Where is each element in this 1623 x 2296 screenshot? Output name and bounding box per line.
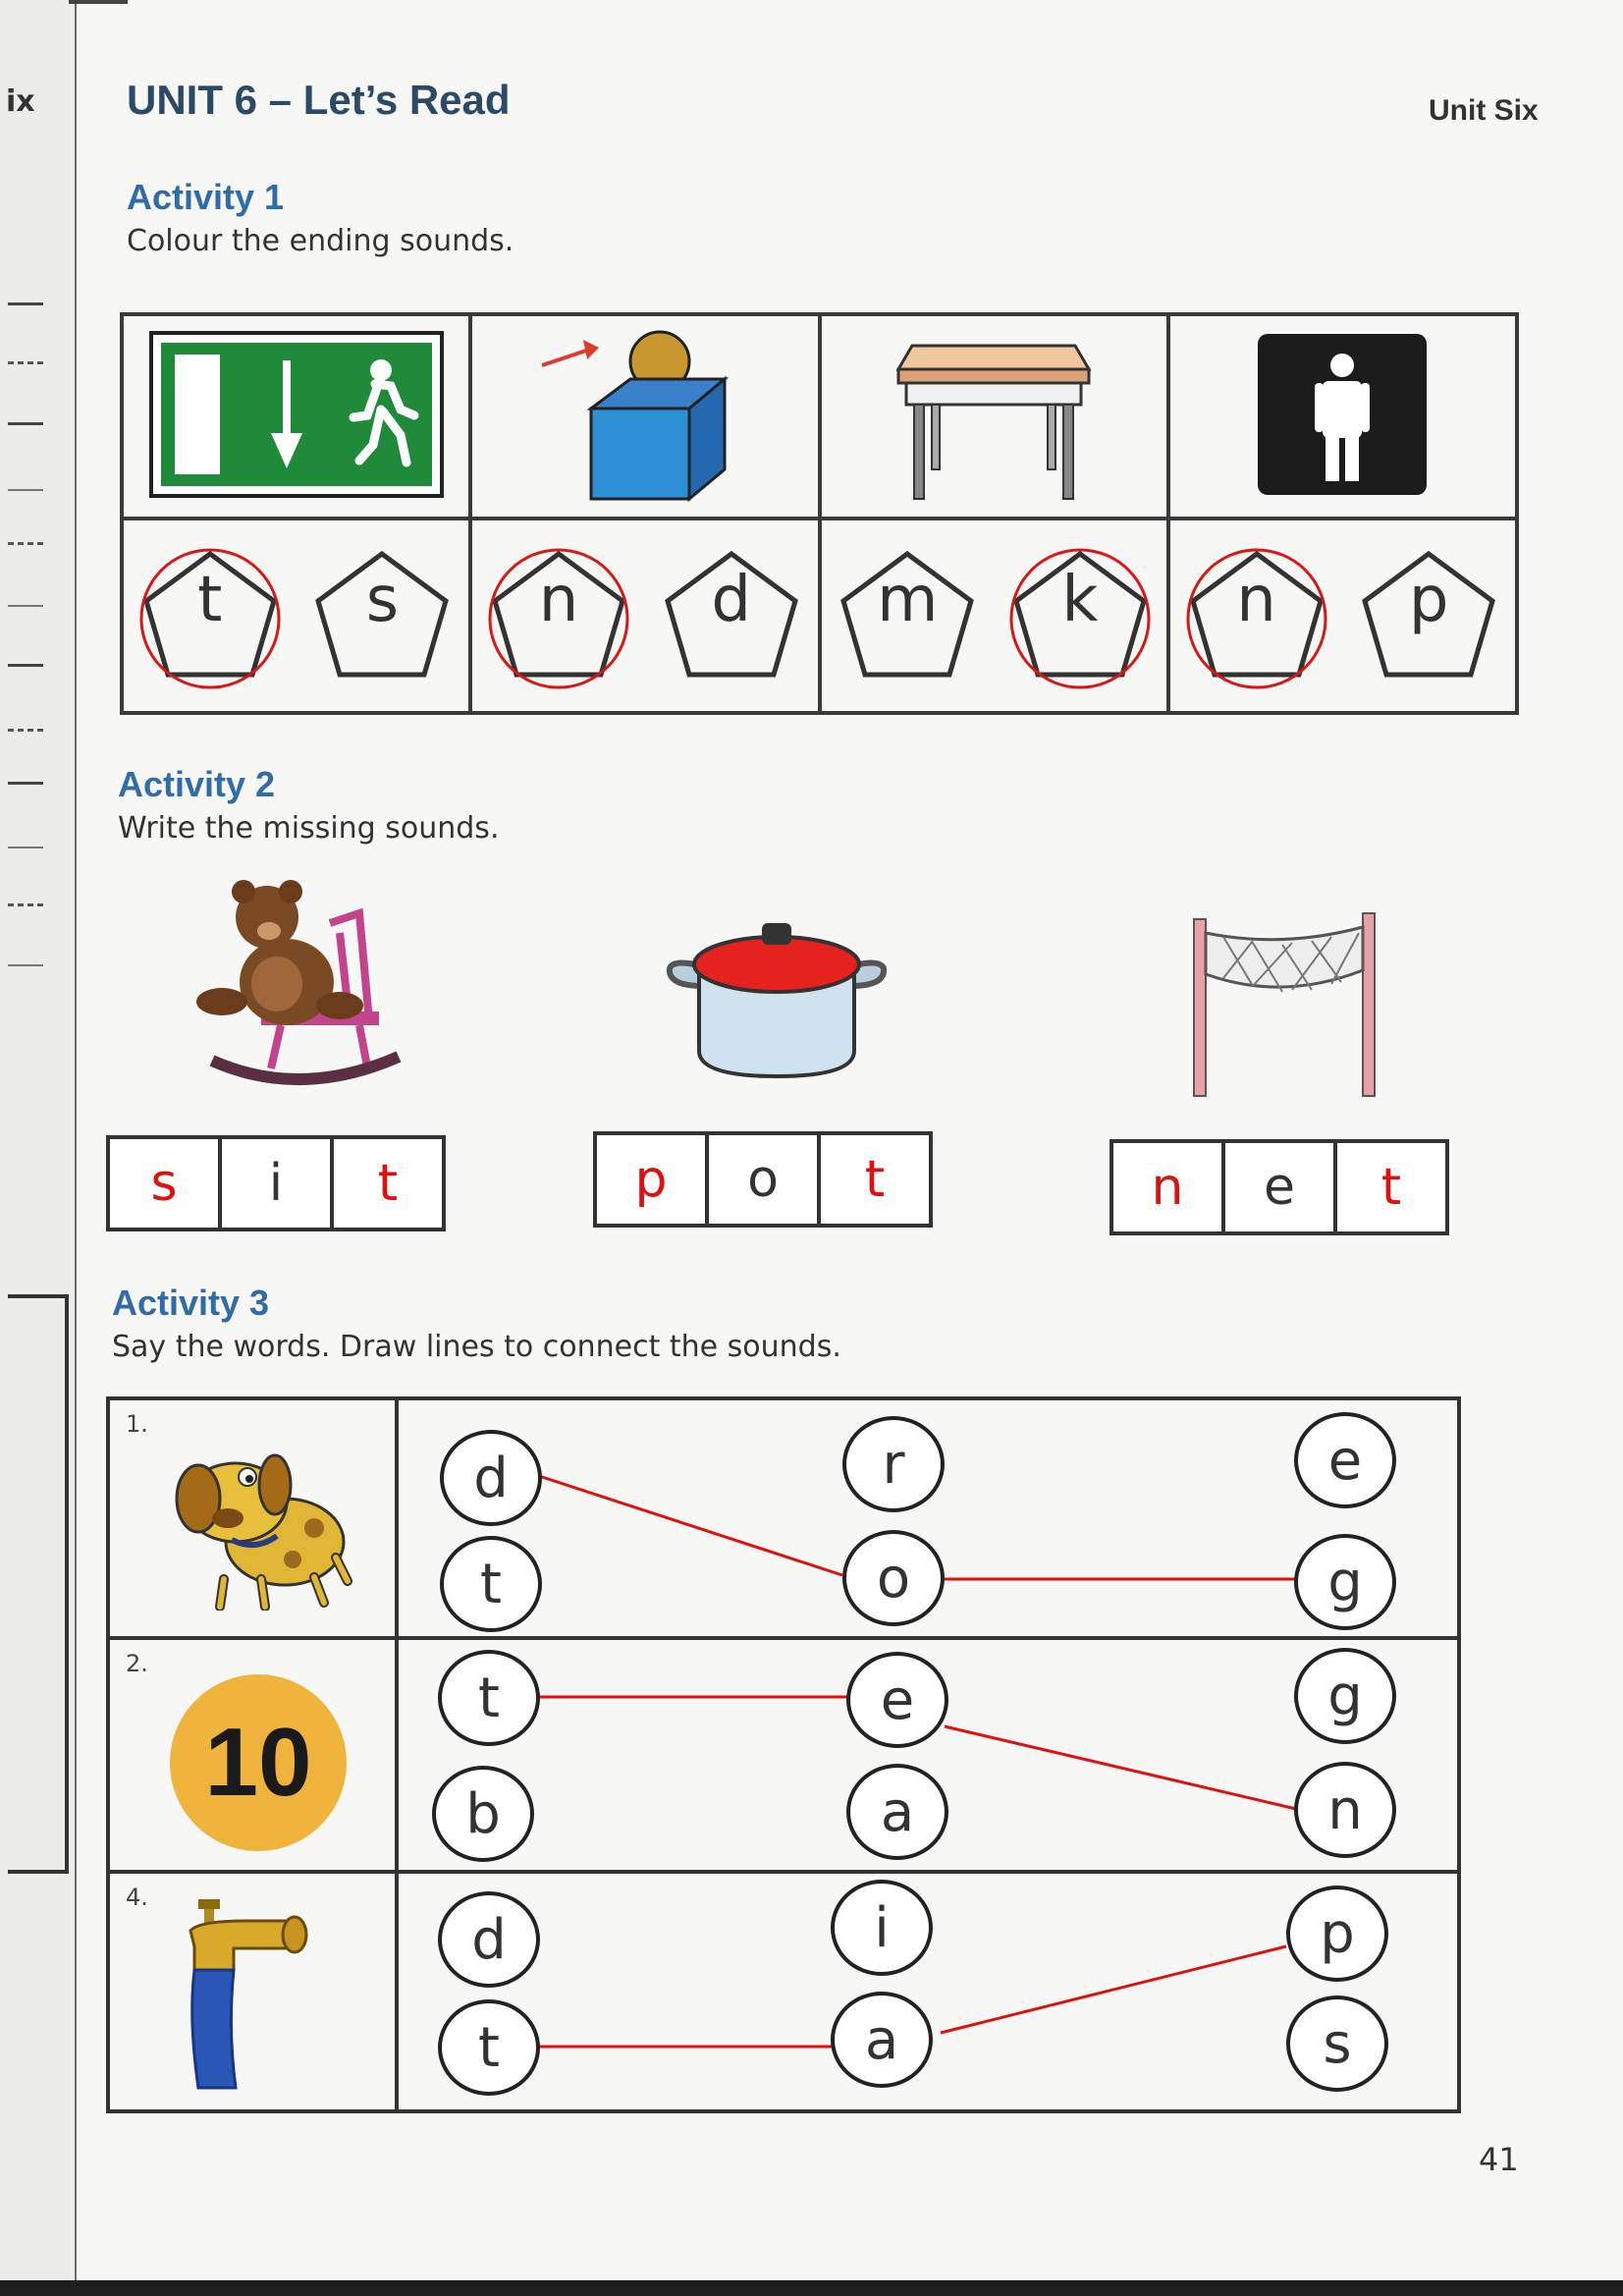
word-letter: i — [222, 1139, 334, 1228]
letter-text: n — [538, 564, 579, 636]
letter-choice[interactable] — [485, 542, 632, 689]
word-box — [106, 1135, 446, 1231]
gutter-mark — [8, 782, 43, 785]
teddy-bear-rocking-chair-icon — [192, 874, 408, 1100]
picture-cell — [122, 314, 470, 519]
number-ten-badge — [165, 1669, 352, 1856]
tap-icon — [179, 1891, 316, 2098]
gutter-mark — [8, 847, 43, 848]
activity-2-instruction: Write the missing sounds. — [118, 811, 500, 846]
letter-choice[interactable] — [658, 542, 805, 689]
activity-2-title: Activity 2 — [118, 764, 276, 804]
gutter-mark — [8, 664, 43, 667]
page-number: 41 — [1479, 2141, 1519, 2178]
row-number: 2. — [126, 1650, 148, 1677]
sound-circle[interactable]: e — [1294, 1412, 1396, 1508]
letter-text: n — [1236, 564, 1276, 636]
bottom-edge-bar — [0, 2280, 1623, 2296]
letter-choice-cell — [122, 519, 470, 713]
row-number: 4. — [126, 1884, 148, 1911]
unit-label: Unit Six — [1429, 94, 1539, 127]
word-letter[interactable]: n — [1113, 1143, 1225, 1231]
gutter-mark — [8, 302, 43, 305]
letter-text: p — [1408, 564, 1449, 636]
word-letter[interactable]: p — [597, 1135, 709, 1224]
sound-circle[interactable]: s — [1286, 1995, 1388, 2092]
gutter-mark — [8, 903, 43, 906]
page-gutter — [0, 0, 77, 2296]
sound-circle[interactable]: t — [438, 1999, 540, 2096]
row-divider — [110, 1636, 1457, 1640]
letter-choice-cell — [1168, 519, 1517, 713]
row-number: 1. — [126, 1410, 148, 1438]
letter-choice-cell — [470, 519, 819, 713]
gutter-mark — [8, 729, 43, 732]
sound-circle[interactable]: i — [831, 1880, 933, 1976]
letter-choice[interactable] — [834, 542, 981, 689]
sound-circle[interactable]: g — [1294, 1534, 1396, 1630]
gutter-mark — [8, 542, 43, 545]
activity-3-table — [106, 1396, 1461, 2113]
sound-circle[interactable]: e — [846, 1652, 948, 1748]
picture-cell — [820, 314, 1168, 519]
letter-choice[interactable] — [308, 542, 456, 689]
letter-choice[interactable] — [1355, 542, 1502, 689]
word-box — [1109, 1139, 1449, 1235]
letter-choice-cell — [820, 519, 1168, 713]
word-letter: e — [1225, 1143, 1337, 1231]
activity-1-table — [120, 312, 1519, 715]
sound-circle[interactable]: g — [1294, 1648, 1396, 1744]
sound-circle[interactable]: t — [438, 1650, 540, 1746]
picture-cell — [1168, 314, 1517, 519]
sound-circle[interactable]: p — [1286, 1886, 1388, 1982]
word-letter[interactable]: t — [864, 1150, 886, 1209]
gutter-mark — [8, 361, 43, 364]
previous-page-label: ix — [6, 84, 35, 119]
pot-icon — [664, 903, 890, 1080]
letter-text: m — [877, 564, 939, 636]
letter-choice[interactable] — [136, 542, 284, 689]
sound-circle[interactable]: a — [831, 1992, 933, 2088]
sound-circle[interactable]: t — [440, 1536, 542, 1632]
row-divider — [110, 1870, 1457, 1874]
word-letter[interactable]: s — [110, 1139, 222, 1228]
gutter-mark — [8, 964, 43, 966]
gutter-frame — [8, 1294, 69, 1874]
top-corner-rule — [69, 0, 128, 16]
word-letter[interactable]: t — [1380, 1158, 1402, 1217]
sound-circle[interactable]: d — [438, 1891, 540, 1988]
dog-icon — [167, 1434, 353, 1611]
box-with-ball-icon — [522, 326, 768, 503]
sound-circle[interactable]: d — [440, 1430, 542, 1526]
letter-text: d — [711, 564, 751, 636]
activity-3-title: Activity 3 — [112, 1283, 270, 1323]
activity-1-instruction: Colour the ending sounds. — [127, 224, 514, 258]
activity-1-title: Activity 1 — [127, 177, 285, 217]
letter-choice[interactable] — [1183, 542, 1330, 689]
activity-3-instruction: Say the words. Draw lines to connect the sounds. — [112, 1330, 841, 1364]
sound-circle[interactable]: r — [842, 1416, 945, 1512]
desk-icon — [881, 326, 1107, 503]
word-letter[interactable]: t — [377, 1154, 399, 1213]
letter-text: t — [197, 564, 223, 636]
exit-sign-icon — [149, 331, 444, 498]
letter-choice[interactable] — [1006, 542, 1154, 689]
word-letter: o — [709, 1135, 821, 1224]
man-symbol-icon — [1254, 326, 1431, 503]
net-icon — [1184, 903, 1380, 1100]
sound-circle[interactable]: a — [846, 1764, 948, 1860]
sound-circle[interactable]: b — [432, 1766, 534, 1862]
sound-circle[interactable]: n — [1294, 1762, 1396, 1858]
word-box — [593, 1131, 933, 1228]
letter-text: k — [1061, 564, 1099, 636]
gutter-mark — [8, 422, 43, 425]
page-title: UNIT 6 – Let’s Read — [127, 77, 511, 123]
gutter-mark — [8, 489, 43, 491]
sound-circle[interactable]: o — [842, 1530, 945, 1626]
picture-cell — [470, 314, 819, 519]
badge-number: 10 — [204, 1708, 312, 1816]
gutter-mark — [8, 605, 43, 607]
letter-text: s — [365, 564, 400, 636]
